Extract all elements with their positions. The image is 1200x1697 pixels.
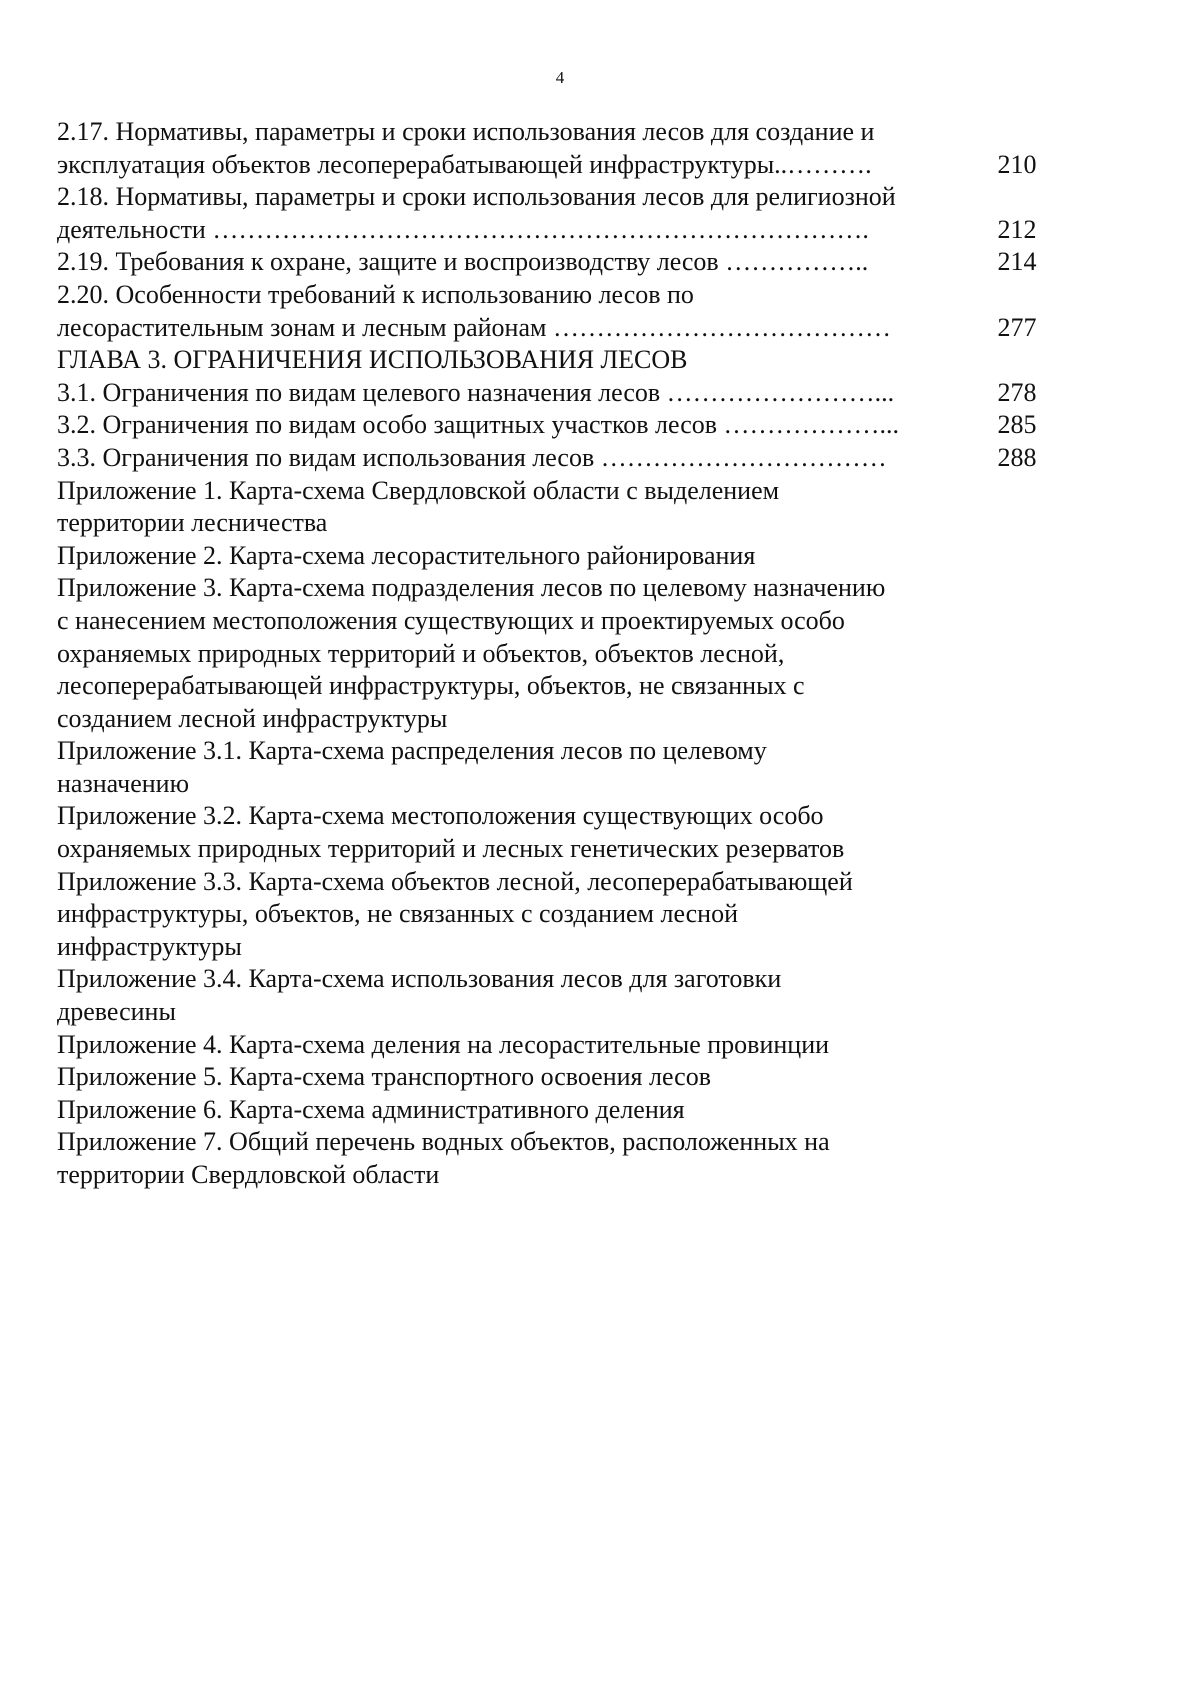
appendix-line: Приложение 2. Карта-схема лесорастительного районирования bbox=[57, 540, 756, 570]
toc-entry-page: 212 bbox=[997, 214, 1037, 244]
appendix-line: Приложение 3.3. Карта-схема объектов лесной, лесоперерабатывающей bbox=[57, 866, 853, 896]
toc-line bbox=[57, 409, 1057, 442]
appendix-line: охраняемых природных территорий и объектов, объектов лесной, bbox=[57, 638, 785, 668]
toc-entry-page: 285 bbox=[997, 410, 1037, 440]
toc-line bbox=[57, 246, 1057, 279]
toc-line bbox=[57, 279, 1057, 312]
toc-entry-page: 214 bbox=[997, 247, 1037, 277]
toc-entry-page bbox=[977, 279, 1057, 312]
appendix-line: Приложение 3.2. Карта-схема местоположения существующих особо bbox=[57, 801, 824, 831]
toc-line bbox=[57, 149, 1057, 182]
toc-entry-text: 2.20. Особенности требований к использованию лесов по bbox=[57, 279, 694, 309]
toc-entry-page: 278 bbox=[997, 377, 1037, 407]
appendix-line: инфраструктуры bbox=[57, 931, 242, 961]
appendix-line: инфраструктуры, объектов, не связанных с созданием лесной bbox=[57, 899, 739, 929]
toc-line bbox=[57, 181, 1057, 214]
table-of-contents bbox=[57, 116, 1057, 1192]
appendix-line: Приложение 4. Карта-схема деления на лесорастительные провинции bbox=[57, 1029, 830, 1059]
appendix-line: Приложение 3. Карта-схема подразделения лесов по целевому назначению bbox=[57, 573, 886, 603]
appendix-line: с нанесением местоположения существующих и проектируемых особо bbox=[57, 605, 845, 635]
appendix-line: Приложение 3.4. Карта-схема использования лесов для заготовки bbox=[57, 964, 782, 994]
appendix-line: созданием лесной инфраструктуры bbox=[57, 703, 448, 733]
appendix-line: древесины bbox=[57, 997, 176, 1027]
toc-entry-text: 2.17. Нормативы, параметры и сроки использования лесов для создание и bbox=[57, 117, 875, 146]
appendix-line: территории лесничества bbox=[57, 508, 328, 538]
appendix-line: территории Свердловской области bbox=[57, 1160, 440, 1189]
toc-line bbox=[57, 312, 1057, 345]
toc-line bbox=[57, 442, 1057, 475]
toc-entry-text: эксплуатация объектов лесоперерабатывающей инфраструктуры..………. bbox=[57, 149, 872, 179]
toc-entry-text: деятельности …………………………………………………………………. bbox=[57, 214, 869, 244]
toc-line bbox=[57, 377, 1057, 410]
appendix-line: лесоперерабатывающей инфраструктуры, объектов, не связанных с bbox=[57, 671, 805, 701]
toc-entry-page bbox=[977, 344, 1057, 377]
toc-entry-text: 3.2. Ограничения по видам особо защитных участков лесов ………………... bbox=[57, 410, 900, 440]
toc-entry-text: 3.1. Ограничения по видам целевого назначения лесов ……………………... bbox=[57, 377, 895, 407]
toc-entry-page: 288 bbox=[997, 442, 1037, 472]
toc-line bbox=[57, 116, 1057, 149]
toc-entry-page bbox=[977, 181, 1057, 214]
toc-entry-text: 3.3. Ограничения по видам использования лесов …………………………… bbox=[57, 442, 887, 472]
toc-entry-page: 277 bbox=[997, 312, 1037, 342]
appendix-line: Приложение 5. Карта-схема транспортного освоения лесов bbox=[57, 1062, 711, 1092]
appendix-line: охраняемых природных территорий и лесных генетических резерватов bbox=[57, 834, 845, 864]
appendix-line: Приложение 7. Общий перечень водных объектов, расположенных на bbox=[57, 1127, 830, 1157]
toc-entry-text: лесорастительным зонам и лесным районам ………………………………… bbox=[57, 312, 891, 342]
appendix-line: Приложение 3.1. Карта-схема распределения лесов по целевому bbox=[57, 736, 767, 766]
toc-entry-text: 2.18. Нормативы, параметры и сроки использования лесов для религиозной bbox=[57, 182, 896, 212]
page-number: 4 bbox=[555, 68, 565, 87]
toc-entry-text: 2.19. Требования к охране, защите и воспроизводству лесов …………….. bbox=[57, 247, 869, 277]
toc-entry-page bbox=[977, 116, 1057, 149]
chapter-heading bbox=[57, 344, 1057, 377]
appendix-line: Приложение 1. Карта-схема Свердловской области с выделением bbox=[57, 475, 780, 505]
toc-line bbox=[57, 214, 1057, 247]
toc-entry-text: ГЛАВА 3. ОГРАНИЧЕНИЯ ИСПОЛЬЗОВАНИЯ ЛЕСОВ bbox=[57, 345, 688, 375]
toc-entry-page: 210 bbox=[997, 149, 1037, 179]
appendix-line: назначению bbox=[57, 768, 190, 798]
appendix-line: Приложение 6. Карта-схема административного деления bbox=[57, 1094, 685, 1124]
